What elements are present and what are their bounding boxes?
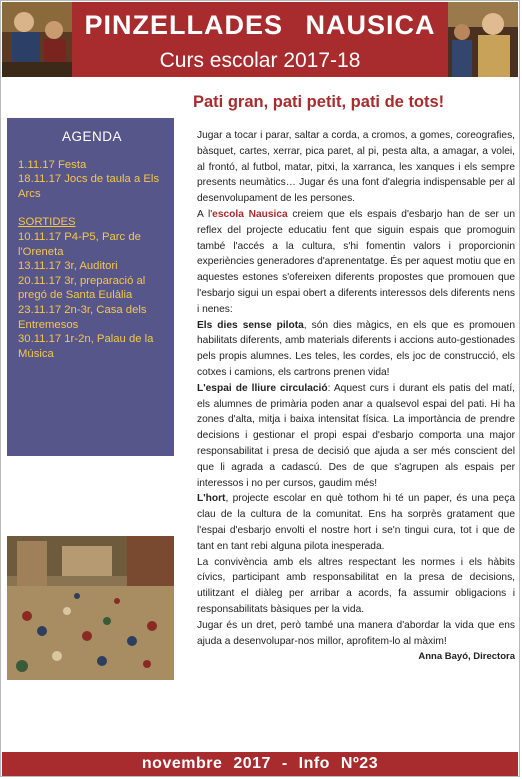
section-label: L'hort bbox=[197, 493, 226, 505]
article-paragraph bbox=[197, 381, 515, 492]
article-paragraph bbox=[197, 491, 515, 554]
issue-info: novembre 2017 - Info Nº23 bbox=[141, 755, 379, 772]
article-text: : Aquest curs i durant els patis del matí, els alumnes de primària poden anar a qualsevol espai del pati. Hi ha zones d'alta, mitja i baixa intensitat física. La importància de prendre decisions i gestionar el propi espai d'esbarjo comporta una major responsabilitat i presa de decisió que ajuda a ser més conscient del que li agrada a cadascú. Des de que s'agrupen als espais per interessos i no per cursos, gaudim més! bbox=[197, 382, 515, 489]
article-paragraph: Jugar és un dret, però també una manera d'abordar la vida que ens ajuda a desenvolupar-nos millor, aprofitem-lo al màxim! bbox=[197, 619, 515, 647]
agenda-title: AGENDA bbox=[61, 129, 122, 144]
article-paragraph: La convivència amb els altres respectant les normes i els hàbits cívics, participant amb responsabilitat en la presa de decisions, utilitzant el diàleg per arribar a acords, fa assumir obligacions i responsabilitats bàsiques per la vida. bbox=[197, 556, 515, 615]
article-text: , són dies màgics, en els que es promouen habilitats diferents, amb materials diferents i accions auto-gestionades pels propis alumnes. Les teles, les cordes, els joc de construcció, els cotxes i camions, els cartrons prenen vida! bbox=[197, 319, 515, 378]
article-heading: Pati gran, pati petit, pati de tots! bbox=[193, 93, 445, 111]
sortides-heading: SORTIDES bbox=[18, 216, 76, 229]
article-text: A l' bbox=[197, 208, 213, 220]
header-banner bbox=[2, 2, 518, 77]
article-paragraph bbox=[197, 318, 515, 381]
newsletter-title: PINZELLADES NAUSICA bbox=[84, 10, 436, 40]
sortida-item: 23.11.17 2n-3r, Casa dels Entremesos bbox=[18, 303, 147, 331]
signature: Anna Bayó, Directora bbox=[418, 651, 515, 663]
sortida-item: 30.11.17 1r-2n, Palau de la Música bbox=[18, 333, 154, 360]
agenda-item: 1.11.17 Festa bbox=[18, 158, 87, 171]
article-text: , projecte escolar en què tothom hi té un paper, és una peça clau de la cultura de la comunitat. Ens ha sorprès gratament que l'espai d'esbarjo envolti el nostre hort i se'n tingui cura, tot i que de tant en tant rebi alguna pilota inesperada. bbox=[197, 493, 515, 552]
article-paragraph bbox=[197, 207, 515, 318]
footer-banner bbox=[2, 752, 518, 776]
school-name-highlight: escola Nausica bbox=[212, 208, 288, 220]
agenda-item: 18.11.17 Jocs de taula a Els Arcs bbox=[18, 173, 160, 200]
school-year-subtitle: Curs escolar 2017-18 bbox=[159, 49, 361, 72]
section-label: L'espai de lliure circulació bbox=[197, 382, 328, 394]
article-paragraph: Jugar a tocar i parar, saltar a corda, a cromos, a gomes, coreografies, bàsquet, cartes, xerrar, pica paret, al pi, pesta alta, a amagar, a volei, al frontó, al futbol, matar, pitxi, la xarranca, les xanques i els sempre presents neumàtics… Jugar és una font d'alegria indispensable per al desenvolupament de les persones. bbox=[197, 130, 515, 205]
sortida-item: 20.11.17 3r, preparació al pregó de Santa Eulàlia bbox=[18, 274, 146, 302]
sortida-item: 13.11.17 3r, Auditori bbox=[18, 260, 118, 273]
agenda-panel bbox=[7, 118, 174, 456]
childrens-games-painting bbox=[7, 536, 174, 680]
article-body bbox=[197, 128, 515, 665]
sortida-item: 10.11.17 P4-P5, Parc de l'Oreneta bbox=[18, 230, 141, 258]
article-text: creiem que els espais d'esbarjo han de ser un reflex del projecte educatiu fent que siguin espais que promoguin també l'accés a la cultura, s'hi fomentin valors i proporcionin experiències generadores d'aprenentatge. És per aquest motiu que en aquestes estones s'ofereixen diferents propostes que promouen que l'esbarjo sigui un espai obert a diferents interessos dels diferents nens i nenes: bbox=[197, 208, 515, 315]
section-label: Els dies sense pilota bbox=[197, 319, 304, 331]
